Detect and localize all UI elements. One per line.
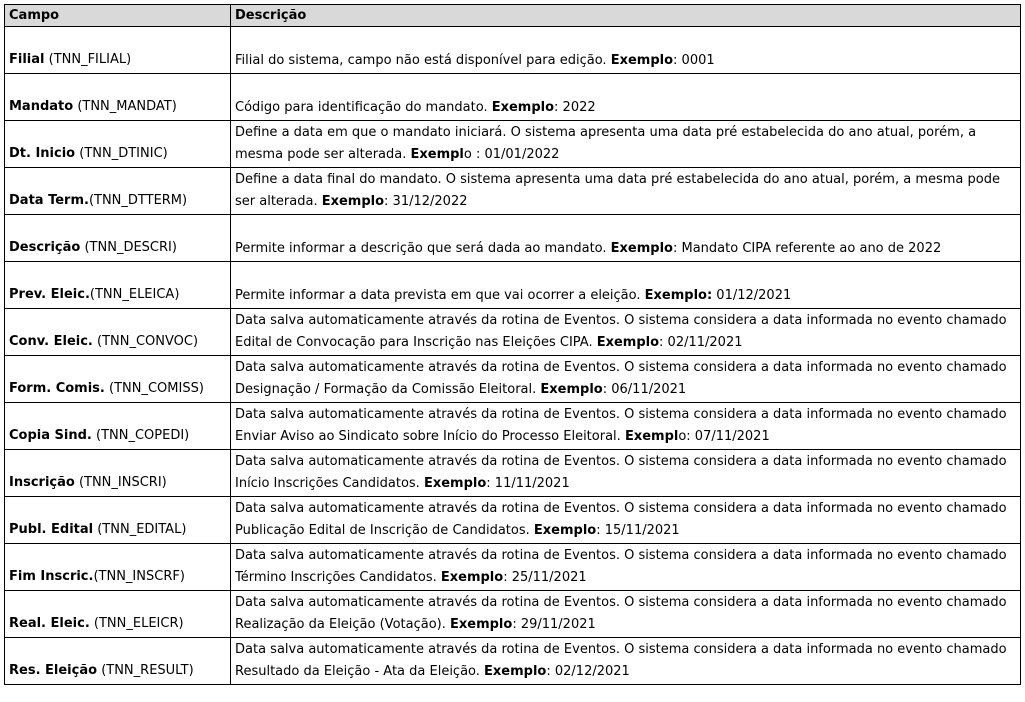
description-text: Data salva automaticamente através da rotina de Eventos. O sistema considera a data informada no evento chamado [235, 595, 1007, 610]
description-text: Início Inscrições Candidatos. [235, 476, 424, 491]
example-label: Exemplo [423, 476, 487, 491]
description-text: Código para identificação do mandato. [235, 100, 492, 115]
field-cell [5, 215, 231, 262]
table-row [5, 27, 1021, 74]
description-line [235, 567, 1016, 589]
example-label: Exemplo [610, 53, 674, 68]
description-cell [231, 262, 1021, 309]
table-row [5, 168, 1021, 215]
example-label: Exemplo [484, 664, 547, 679]
field-name: Prev. Eleic. [9, 287, 90, 302]
description-line [235, 426, 1016, 448]
example-label: Exemplo: [644, 288, 713, 303]
description-line [235, 404, 1016, 426]
header-row [5, 5, 1021, 27]
description-text: Data salva automaticamente através da rotina de Eventos. O sistema considera a data informada no evento chamado [235, 548, 1007, 563]
description-line [235, 357, 1016, 379]
description-cell [231, 168, 1021, 215]
table-row [5, 638, 1021, 685]
example-label: Exemplo [540, 382, 603, 397]
description-text: Realização da Eleição (Votação). [235, 617, 450, 632]
field-cell [5, 27, 231, 74]
example-value: o : 01/01/2022 [463, 147, 560, 162]
field-name: Copia Sind. [9, 428, 92, 443]
description-cell [231, 356, 1021, 403]
description-line [235, 520, 1016, 542]
field-code: (TNN_ELEICR) [89, 616, 184, 631]
field-cell [5, 403, 231, 450]
description-line [235, 50, 1016, 72]
field-cell [5, 544, 231, 591]
description-line [235, 661, 1016, 683]
description-text: Data salva automaticamente através da rotina de Eventos. O sistema considera a data informada no evento chamado [235, 360, 1007, 375]
description-text: Define a data em que o mandato iniciará. O sistema apresenta uma data pré estabelecida do ano atual, porém, a [235, 125, 977, 140]
example-value: : 11/11/2021 [486, 476, 570, 491]
example-value: : 02/12/2021 [546, 664, 630, 679]
field-code: (TNN_MANDAT) [73, 99, 177, 114]
field-cell [5, 591, 231, 638]
example-label: Exemplo [321, 194, 385, 209]
description-cell [231, 497, 1021, 544]
description-cell [231, 309, 1021, 356]
field-code: (TNN_EDITAL) [93, 522, 187, 537]
field-code: (TNN_FILIAL) [44, 52, 132, 67]
table-row [5, 309, 1021, 356]
description-text: Publicação Edital de Inscrição de Candidatos. [235, 523, 534, 538]
description-text: Edital de Convocação para Inscrição nas Eleições CIPA. [235, 335, 597, 350]
example-label: Exemplo [491, 100, 555, 115]
field-cell [5, 262, 231, 309]
description-line [235, 614, 1016, 636]
description-line [235, 379, 1016, 401]
field-code: (TNN_INSCRI) [74, 475, 167, 490]
description-text: ser alterada. [235, 194, 322, 209]
description-text: Enviar Aviso ao Sindicato sobre Início do Processo Eleitoral. [235, 429, 625, 444]
table-row [5, 450, 1021, 497]
field-cell [5, 497, 231, 544]
description-text: Define a data final do mandato. O sistema apresenta uma data pré estabelecida do ano atual, porém, a mesma pode [235, 172, 1000, 187]
field-code: (TNN_COPEDI) [91, 428, 190, 443]
description-line [235, 169, 1016, 191]
description-text: Data salva automaticamente através da rotina de Eventos. O sistema considera a data informada no evento chamado [235, 454, 1007, 469]
field-name: Data Term. [9, 193, 89, 208]
description-line [235, 332, 1016, 354]
field-code: (TNN_ELEICA) [89, 287, 180, 302]
table-row [5, 403, 1021, 450]
description-line [235, 592, 1016, 614]
field-code: (TNN_RESULT) [97, 663, 194, 678]
header-descricao: Descrição [231, 5, 1021, 27]
table-row [5, 262, 1021, 309]
example-value: : 15/11/2021 [596, 523, 680, 538]
table-row [5, 591, 1021, 638]
example-value: : 25/11/2021 [503, 570, 587, 585]
description-line [235, 238, 1016, 260]
description-line [235, 285, 1016, 307]
table-row [5, 74, 1021, 121]
example-label: Exemplo [440, 570, 504, 585]
table-row [5, 544, 1021, 591]
field-cell [5, 74, 231, 121]
field-name: Descrição [9, 240, 81, 255]
description-line [235, 97, 1016, 119]
description-line [235, 191, 1016, 213]
description-text: mesma pode ser alterada. [235, 147, 411, 162]
field-cell [5, 309, 231, 356]
example-label: Exemplo [450, 617, 513, 632]
table-row [5, 356, 1021, 403]
description-cell [231, 450, 1021, 497]
header-campo: Campo [5, 5, 231, 27]
field-code: (TNN_DTINIC) [75, 146, 168, 161]
field-name: Res. Eleição [9, 663, 98, 678]
example-value: : 0001 [673, 53, 715, 68]
description-text: Permite informar a descrição que será dada ao mandato. [235, 241, 611, 256]
field-code: (TNN_COMISS) [104, 381, 204, 396]
field-name: Fim Inscric. [9, 569, 94, 584]
example-value: : 2022 [554, 100, 596, 115]
field-code: (TNN_INSCRF) [93, 569, 185, 584]
field-code: (TNN_CONVOC) [92, 334, 199, 349]
field-name: Form. Comis. [9, 381, 105, 396]
description-cell [231, 638, 1021, 685]
example-label: Exempl [624, 429, 679, 444]
field-name: Dt. Inicio [9, 146, 76, 161]
example-value: : 31/12/2022 [384, 194, 468, 209]
description-text: Término Inscrições Candidatos. [235, 570, 441, 585]
description-line [235, 545, 1016, 567]
description-text: Data salva automaticamente através da rotina de Eventos. O sistema considera a data informada no evento chamado [235, 642, 1007, 657]
description-cell [231, 215, 1021, 262]
description-text: Data salva automaticamente através da rotina de Eventos. O sistema considera a data informada no evento chamado [235, 407, 1007, 422]
example-label: Exemplo [610, 241, 673, 256]
field-name: Publ. Edital [9, 522, 94, 537]
description-line [235, 498, 1016, 520]
example-label: Exemplo [533, 523, 597, 538]
description-line [235, 310, 1016, 332]
description-line [235, 473, 1016, 495]
description-line [235, 144, 1016, 166]
description-text: Permite informar a data prevista em que vai ocorrer a eleição. [235, 288, 645, 303]
description-cell [231, 121, 1021, 168]
table-row [5, 497, 1021, 544]
example-label: Exemplo [596, 335, 660, 350]
field-name: Real. Eleic. [9, 616, 90, 631]
field-name: Inscrição [9, 475, 75, 490]
example-value: : 06/11/2021 [602, 382, 687, 397]
description-cell [231, 27, 1021, 74]
description-line [235, 122, 1016, 144]
field-cell [5, 356, 231, 403]
example-value: : Mandato CIPA referente ao ano de 2022 [672, 241, 942, 256]
description-line [235, 639, 1016, 661]
description-text: Resultado da Eleição - Ata da Eleição. [235, 664, 485, 679]
field-cell [5, 450, 231, 497]
field-name: Filial [9, 52, 45, 67]
description-text: Filial do sistema, campo não está disponível para edição. [235, 53, 611, 68]
table-row [5, 121, 1021, 168]
description-cell [231, 74, 1021, 121]
example-value: 01/12/2021 [712, 288, 792, 303]
description-cell [231, 403, 1021, 450]
field-name: Conv. Eleic. [9, 334, 93, 349]
example-value: : 02/11/2021 [659, 335, 743, 350]
field-code: (TNN_DTTERM) [88, 193, 188, 208]
description-text: Designação / Formação da Comissão Eleitoral. [235, 382, 541, 397]
field-cell [5, 638, 231, 685]
description-text: Data salva automaticamente através da rotina de Eventos. O sistema considera a data informada no evento chamado [235, 501, 1007, 516]
field-cell [5, 168, 231, 215]
example-value: : 29/11/2021 [512, 617, 596, 632]
description-text: Data salva automaticamente através da rotina de Eventos. O sistema considera a data informada no evento chamado [235, 313, 1007, 328]
example-value: o: 07/11/2021 [678, 429, 770, 444]
table-row [5, 215, 1021, 262]
field-cell [5, 121, 231, 168]
example-label: Exempl [410, 147, 464, 162]
field-code: (TNN_DESCRI) [80, 240, 177, 255]
field-description-table [4, 4, 1021, 685]
description-cell [231, 544, 1021, 591]
description-line [235, 451, 1016, 473]
field-name: Mandato [9, 99, 74, 114]
description-cell [231, 591, 1021, 638]
